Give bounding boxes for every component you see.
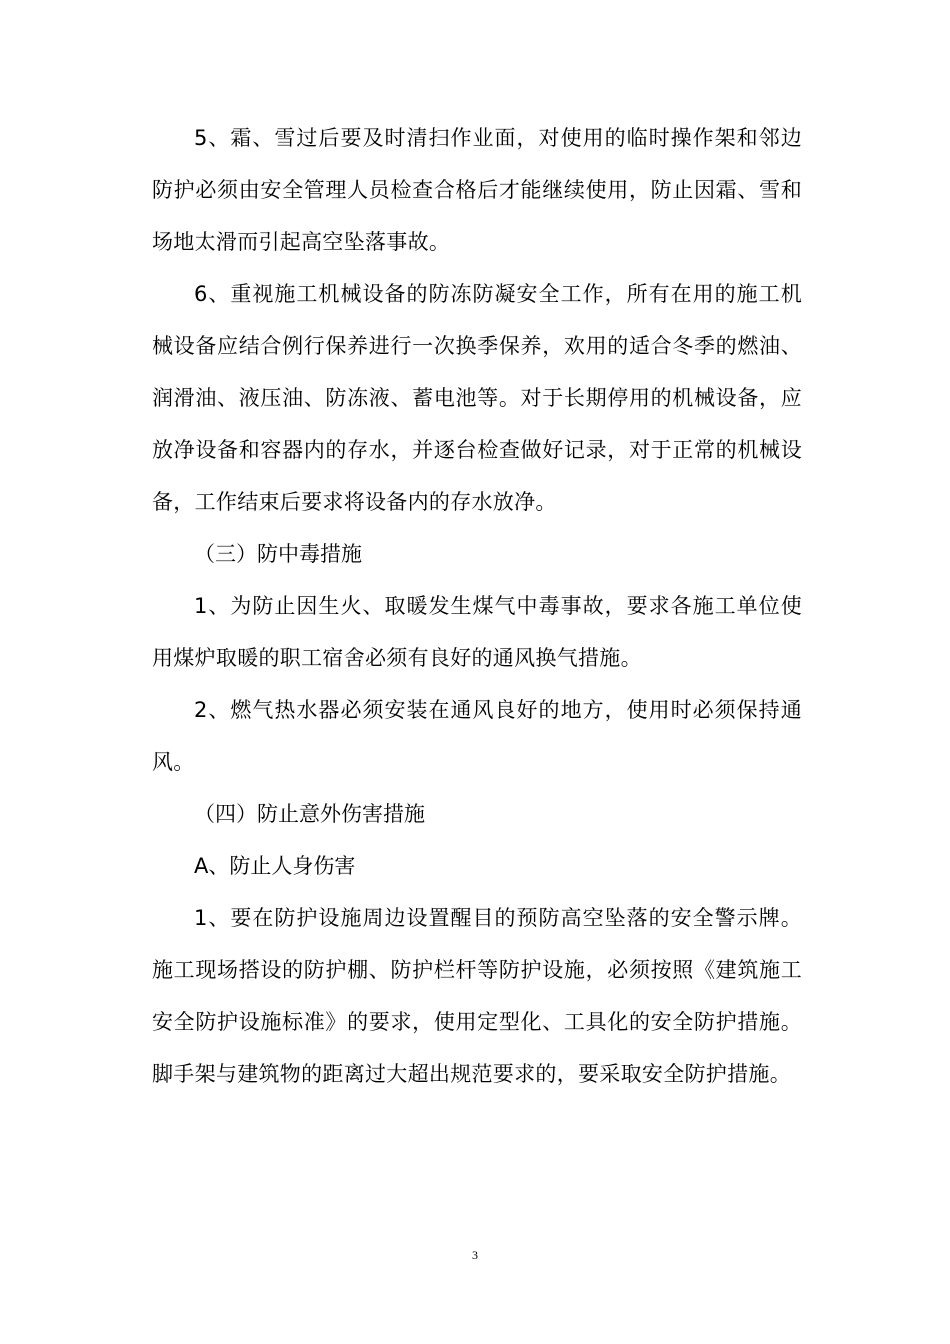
paragraph-warning-signs: 1、要在防护设施周边设置醒目的预防高空坠落的安全警示牌。施工现场搭设的防护棚、防护栏杆等防护设施，必须按照《建筑施工安全防护设施标准》的要求，使用定型化、工具化的安全防护措施。脚手架与建筑物的距离过大超出规范要求的，要采取安全防护措施。	[152, 906, 802, 1086]
paragraph-water-heater: 2、燃气热水器必须安装在通风良好的地方，使用时必须保持通风。	[152, 698, 802, 774]
section-heading-anti-poisoning: （三）防中毒措施	[194, 542, 362, 566]
section-heading-accident-prevention: （四）防止意外伤害措施	[194, 802, 425, 826]
document-body	[152, 112, 802, 1100]
paragraph-frost-snow-cleanup: 5、霜、雪过后要及时清扫作业面，对使用的临时操作架和邻边防护必须由安全管理人员检查合格后才能继续使用，防止因霜、雪和场地太滑而引起高空坠落事故。	[152, 126, 802, 254]
page-number: 3	[472, 1248, 478, 1262]
paragraph-gas-poisoning: 1、为防止因生火、取暖发生煤气中毒事故，要求各施工单位使用煤炉取暖的职工宿舍必须有良好的通风换气措施。	[152, 594, 802, 670]
subheading-personal-injury: A、防止人身伤害	[194, 854, 356, 878]
paragraph-machinery-antifreeze: 6、重视施工机械设备的防冻防凝安全工作，所有在用的施工机械设备应结合例行保养进行一次换季保养，欢用的适合冬季的燃油、润滑油、液压油、防冻液、蓄电池等。对于长期停用的机械设备，应放净设备和容器内的存水，并逐台检查做好记录，对于正常的机械设备，工作结束后要求将设备内的存水放净。	[152, 282, 802, 514]
